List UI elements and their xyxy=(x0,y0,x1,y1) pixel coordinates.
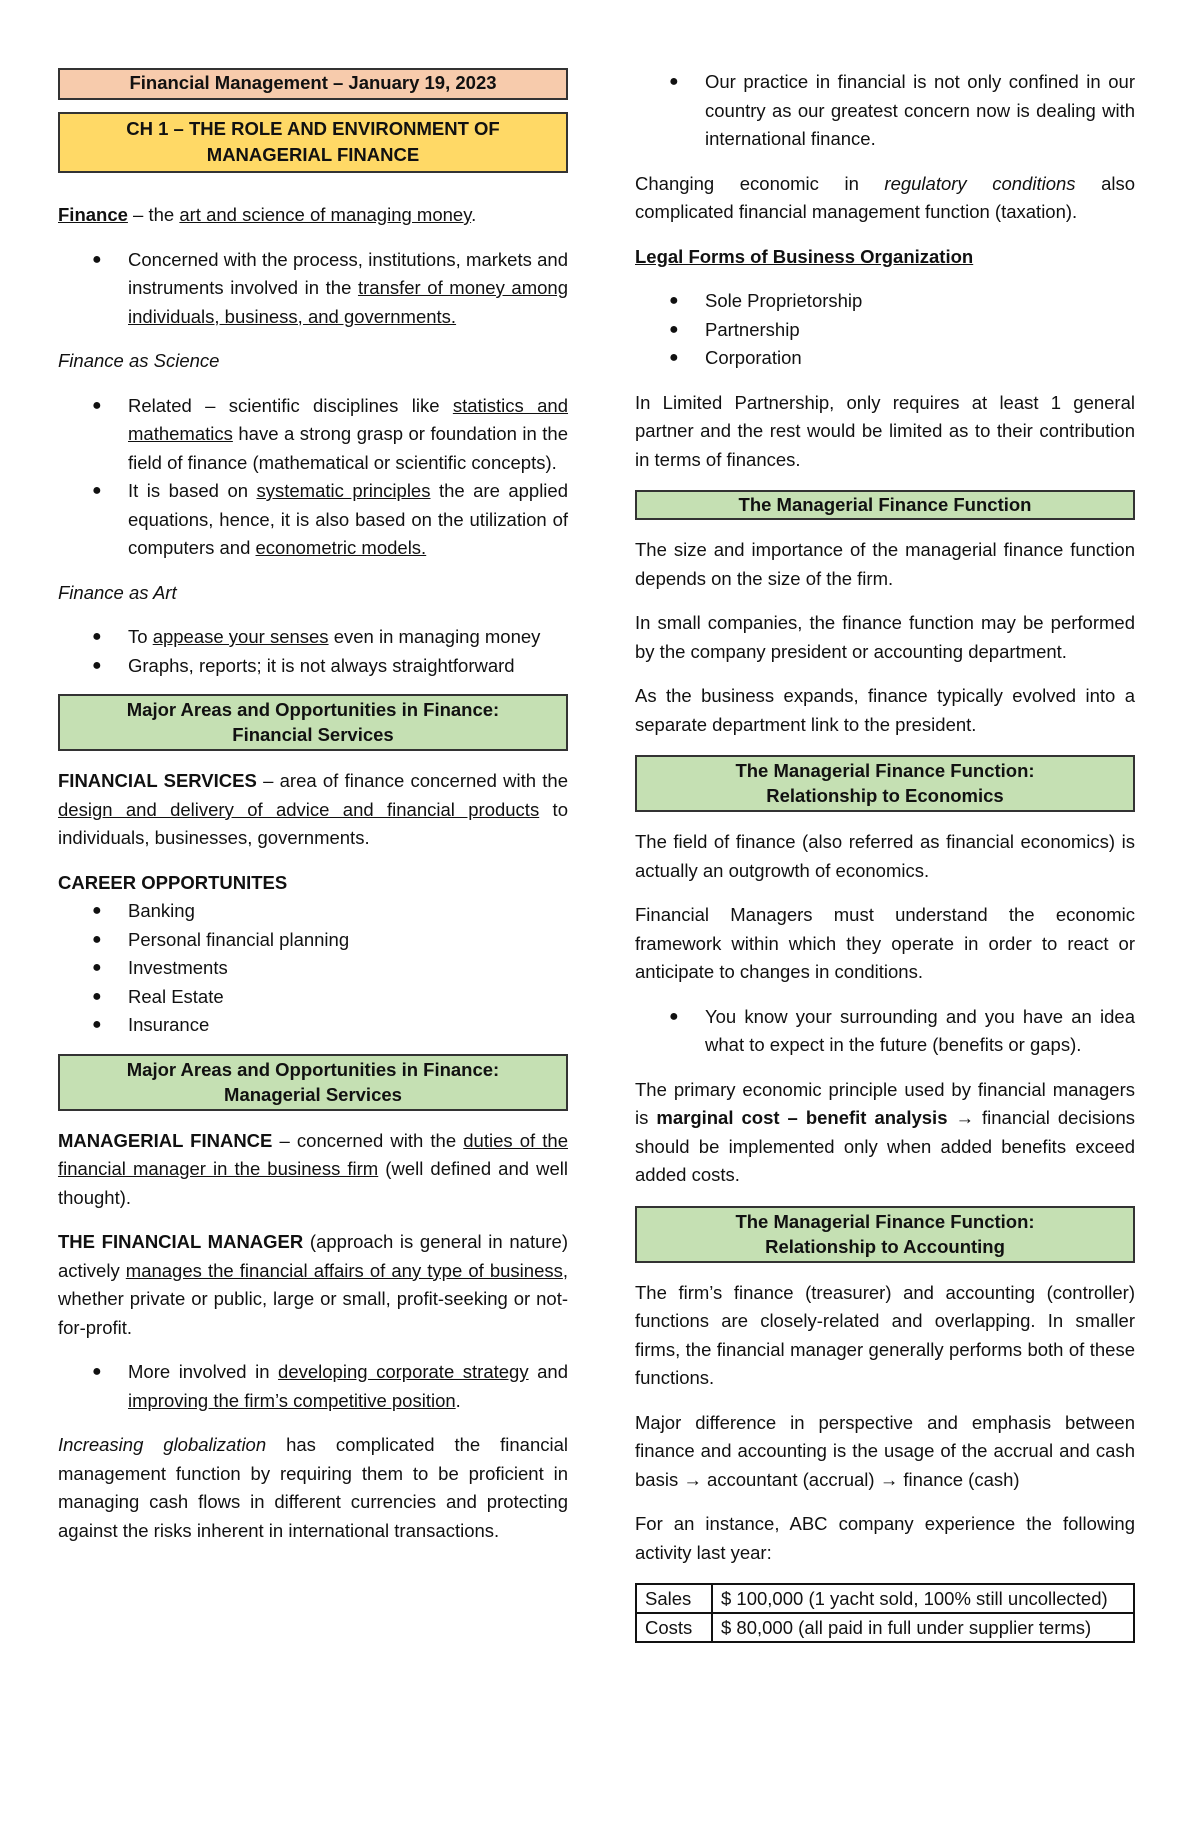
bullet-icon: ● xyxy=(92,987,102,1005)
economics-paragraph-1: The field of finance (also referred as financial economics) is actually an outgrowth of economics. xyxy=(635,831,1135,881)
bullet-icon: ● xyxy=(669,349,679,366)
legal-forms-heading: Legal Forms of Business Organization xyxy=(635,245,974,267)
bullet-icon: ● xyxy=(92,628,102,645)
financial-services-definition: FINANCIAL SERVICES – area of finance concerned with the design and delivery of advice and financial products to individuals, businesses, governments. xyxy=(58,770,568,848)
bullet-icon: ● xyxy=(92,250,102,268)
right-column xyxy=(635,68,1135,1643)
small-companies-paragraph: In small companies, the finance function may be performed by the company president or accounting department. xyxy=(635,612,1135,662)
size-paragraph: The size and importance of the managerial finance function depends on the size of the firm. xyxy=(635,539,1135,589)
marginal-cost-paragraph: The primary economic principle used by financial managers is marginal cost – benefit analysis → financial decisions should be implemented only when added benefits exceed added costs. xyxy=(635,1078,1136,1185)
table-row xyxy=(636,1584,1134,1613)
bullet-icon: ● xyxy=(92,1016,102,1033)
table-cell-label: Sales xyxy=(636,1584,712,1613)
finance-definition: Finance – the art and science of managing money. xyxy=(58,204,477,225)
economics-bullets xyxy=(635,1003,1135,1060)
finance-as-science-heading: Finance as Science xyxy=(58,350,220,371)
list-item: ● Personal financial planning xyxy=(58,926,568,955)
bullet-icon: ● xyxy=(92,930,102,948)
business-expands-paragraph: As the business expands, finance typically evolved into a separate department link to the president. xyxy=(635,685,1135,735)
bullet-icon: ● xyxy=(669,73,679,90)
financial-services-heading: Major Areas and Opportunities in Finance: Financial Services xyxy=(58,694,568,751)
chapter-heading xyxy=(58,112,568,173)
table-cell-value: $ 80,000 (all paid in full under supplier terms) xyxy=(712,1613,1134,1642)
list-item: ● Investments xyxy=(58,954,568,983)
list-item: ● Sole Proprietorship xyxy=(635,287,1135,316)
arrow-right-icon: → xyxy=(879,1468,899,1490)
managerial-finance-function-heading: The Managerial Finance Function xyxy=(635,490,1135,520)
example-paragraph: For an instance, ABC company experience the following activity last year: xyxy=(635,1513,1135,1563)
economics-paragraph-2: Financial Managers must understand the economic framework within which they operate in order to react or anticipate to changes in conditions. xyxy=(635,904,1135,982)
chapter-heading-line1: CH 1 – THE ROLE AND ENVIRONMENT OF xyxy=(126,118,500,139)
finance-term: Finance xyxy=(58,204,128,225)
list-item: ● Graphs, reports; it is not always straightforward xyxy=(58,652,568,681)
limited-partnership-paragraph: In Limited Partnership, only requires at least 1 general partner and the rest would be limited as to their contribution in terms of finances. xyxy=(635,391,1135,470)
career-opportunities-heading: CAREER OPPORTUNITES xyxy=(58,871,288,893)
list-item: ● Real Estate xyxy=(58,983,568,1012)
table-cell-label: Costs xyxy=(636,1613,712,1642)
relationship-economics-heading: The Managerial Finance Function: Relationship to Economics xyxy=(635,755,1135,812)
bullet-icon: ● xyxy=(669,320,679,338)
bullet-icon: ● xyxy=(92,1363,102,1380)
financial-manager-definition: THE FINANCIAL MANAGER (approach is general in nature) actively manages the financial affairs of any type of business, whether private or public, large or small, profit-seeking or not-for-profit. xyxy=(58,1231,569,1338)
list-item: ● Corporation xyxy=(635,344,1135,373)
regulatory-paragraph: Changing economic in regulatory conditions also complicated financial management function (taxation). xyxy=(635,172,1136,222)
list-item: ● To appease your senses even in managing money xyxy=(58,623,568,652)
international-bullets xyxy=(635,68,1135,154)
list-item: ● Partnership xyxy=(635,316,1135,345)
bullet-icon: ● xyxy=(669,1007,679,1025)
managerial-finance-definition: MANAGERIAL FINANCE – concerned with the duties of the financial manager in the business firm (well defined and well thought). xyxy=(58,1129,569,1208)
managerial-services-heading: Major Areas and Opportunities in Finance: Managerial Services xyxy=(58,1054,568,1111)
science-bullets xyxy=(58,392,568,563)
bullet-icon: ● xyxy=(92,656,102,674)
list-item: ● Our practice in financial is not only confined in our country as our greatest concern now is dealing with international finance. xyxy=(635,68,1135,154)
list-item: ● Insurance xyxy=(58,1011,568,1040)
globalization-paragraph: Increasing globalization has complicated the financial management function by requiring them to be proficient in managing cash flows in different currencies and protecting against the risks inherent in international transactions. xyxy=(58,1434,568,1541)
accounting-paragraph-2: Major difference in perspective and emphasis between finance and accounting is the usage of the accrual and cash basis → accountant (accrual) → finance (cash) xyxy=(635,1411,1135,1490)
list-item: ● Related – scientific disciplines like statistics and mathematics have a strong grasp or foundation in the field of finance (mathematical or scientific concepts). xyxy=(58,392,568,478)
accounting-paragraph-1: The firm’s finance (treasurer) and accounting (controller) functions are closely-related and overlapping. In smaller firms, the financial manager generally performs both of these functions. xyxy=(635,1281,1135,1388)
relationship-accounting-heading: The Managerial Finance Function: Relationship to Accounting xyxy=(635,1206,1135,1263)
career-list xyxy=(58,897,568,1040)
arrow-right-icon: → xyxy=(947,1107,982,1128)
bullet-icon: ● xyxy=(92,959,102,976)
finance-bullets xyxy=(58,246,568,332)
list-item: ● You know your surrounding and you have an idea what to expect in the future (benefits or gaps). xyxy=(635,1003,1135,1060)
table-cell-value: $ 100,000 (1 yacht sold, 100% still uncollected) xyxy=(712,1584,1134,1613)
sales-costs-table xyxy=(635,1583,1135,1643)
arrow-right-icon: → xyxy=(683,1468,702,1490)
list-item: ● Banking xyxy=(58,897,568,926)
bullet-icon: ● xyxy=(92,902,102,919)
bullet-icon: ● xyxy=(92,396,102,414)
bullet-icon: ● xyxy=(92,482,102,499)
chapter-heading-line2: MANAGERIAL FINANCE xyxy=(206,144,420,165)
list-item: ● More involved in developing corporate strategy and improving the firm’s competitive position. xyxy=(58,1358,568,1415)
art-bullets xyxy=(58,623,568,680)
bullet-icon: ● xyxy=(669,292,679,309)
left-column xyxy=(58,68,568,1561)
finance-as-art-heading: Finance as Art xyxy=(58,581,177,603)
table-row xyxy=(636,1613,1134,1642)
list-item: ● It is based on systematic principles the are applied equations, hence, it is also based on the utilization of computers and econometric models. xyxy=(58,477,568,563)
list-item: ● Concerned with the process, institutions, markets and instruments involved in the transfer of money among individuals, business, and governments. xyxy=(58,246,568,332)
financial-manager-bullets xyxy=(58,1358,568,1415)
legal-forms-list xyxy=(635,287,1135,373)
document-title: Financial Management – January 19, 2023 xyxy=(58,68,568,100)
finance-definition-text: art and science of managing money xyxy=(179,204,472,225)
